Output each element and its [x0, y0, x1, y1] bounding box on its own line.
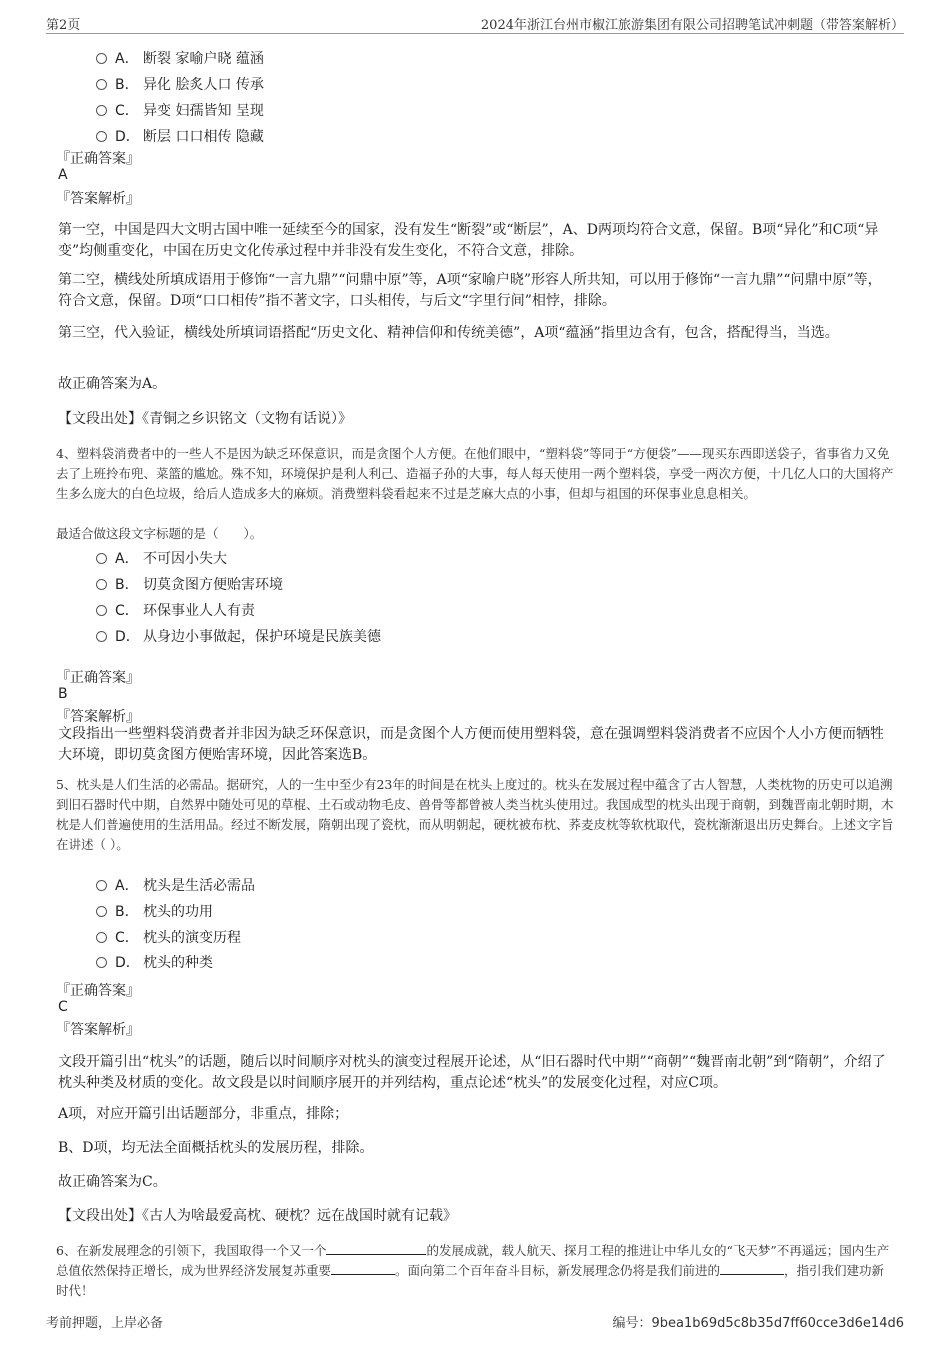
q5-analysis-conclusion: 故正确答案为C。 — [58, 1174, 167, 1190]
q3-analysis-conclusion: 故正确答案为A。 — [58, 376, 167, 392]
q4-analysis: 文段指出一些塑料袋消费者并非因为缺乏环保意识，而是贪图个人方便而使用塑料袋，意在强调塑料袋消费者不应因个人小方便而牺牲大环境，即切莫贪图方便贻害环境，因此答案选B。 — [58, 726, 884, 763]
q4-question: 最适合做这段文字标题的是（ ）。 — [56, 526, 263, 541]
q5-option-a[interactable]: A． 枕头是生活必需品 — [96, 875, 255, 895]
radio-icon[interactable] — [96, 906, 107, 917]
q4-option-a[interactable]: A． 不可因小失大 — [96, 548, 227, 568]
radio-icon[interactable] — [96, 957, 107, 968]
radio-icon[interactable] — [96, 880, 107, 891]
q3-option-b[interactable]: B． 异化 脍炙人口 传承 — [96, 74, 264, 94]
q3-analysis-para-1: 第一空，中国是四大文明古国中唯一延续至今的国家，没有发生“断裂”或“断层”，A、D两项均符合文意，保留。B项“异化”和C项“异变”均侧重变化，中国在历史文化传承过程中并非没有发生变化，不符合文意，排除。 — [58, 222, 879, 259]
radio-icon[interactable] — [96, 932, 107, 943]
radio-icon[interactable] — [96, 579, 107, 590]
radio-icon[interactable] — [96, 553, 107, 564]
q4-analysis-label: 『答案解析』 — [56, 709, 140, 725]
q5-option-c[interactable]: C． 枕头的演变历程 — [96, 927, 241, 947]
q5-option-d[interactable]: D． 枕头的种类 — [96, 952, 213, 972]
q5-source: 【文段出处】《古人为啥最爱高枕、硬枕？远在战国时就有记载》 — [58, 1208, 457, 1224]
q6-blank-2[interactable] — [331, 1261, 395, 1275]
q5-analysis-para-3: B、D项，均无法全面概括枕头的发展历程，排除。 — [58, 1140, 374, 1156]
footer-slogan: 考前押题，上岸必备 — [46, 1316, 164, 1331]
q5-analysis-label: 『答案解析』 — [56, 1022, 140, 1038]
q5-analysis-para-2: A项，对应开篇引出话题部分，非重点，排除； — [58, 1106, 349, 1122]
q4-option-d[interactable]: D． 从身边小事做起，保护环境是民族美德 — [96, 626, 381, 646]
q3-option-d[interactable]: D． 断层 口口相传 隐藏 — [96, 126, 264, 146]
radio-icon[interactable] — [96, 105, 107, 116]
radio-icon[interactable] — [96, 631, 107, 642]
page-number: 第2页 — [46, 18, 81, 33]
q5-option-b[interactable]: B． 枕头的功用 — [96, 901, 213, 921]
q3-answer-label: 『正确答案』 — [56, 151, 140, 167]
q3-analysis-para-3: 第三空，代入验证，横线处所填词语搭配“历史文化、精神信仰和传统美德”，A项“蕴涵”指里边含有，包含，搭配得当，当选。 — [58, 325, 839, 341]
q3-source: 【文段出处】《青铜之乡识铭文（文物有话说）》 — [58, 411, 352, 427]
radio-icon[interactable] — [96, 53, 107, 64]
page-header — [46, 14, 904, 34]
q3-option-c[interactable]: C． 异变 妇孺皆知 呈现 — [96, 100, 264, 120]
q5-analysis-para-1: 文段开篇引出“枕头”的话题，随后以时间顺序对枕头的演变过程展开论述，从“旧石器时代中期”“商朝”“魏晋南北朝”到“隋朝”，介绍了枕头种类及材质的变化。故文段是以时间顺序展开的并列结构，重点论述“枕头”的发展变化过程，对应C项。 — [58, 1054, 886, 1091]
document-code: 编号：9bea1b69d5c8b35d7ff60cce3d6e14d6 — [612, 1316, 904, 1331]
q6-blank-1[interactable] — [326, 1241, 426, 1255]
q6-blank-3[interactable] — [720, 1261, 784, 1275]
q5-stem: 5、枕头是人们生活的必需品。据研究，人的一生中至少有23年的时间是在枕头上度过的。枕头在发展过程中蕴含了古人智慧，人类枕物的历史可以追溯到旧石器时代中期，自然界中随处可见的草棍、土石或动物毛皮、兽骨等都曾被人类当枕头使用过。我国成型的枕头出现于商朝，到魏晋南北朝时期，木枕是人们普遍使用的生活用品。经过不断发展，隋朝出现了瓷枕，而从明朝起，硬枕被布枕、荞麦皮枕等软枕取代，瓷枕渐渐退出历史舞台。上述文字旨在讲述（ ）。 — [56, 777, 894, 852]
q5-answer: C — [58, 999, 68, 1015]
q4-answer-label: 『正确答案』 — [56, 670, 140, 686]
radio-icon[interactable] — [96, 131, 107, 142]
q6-stem: 6、在新发展理念的引领下，我国取得一个又一个 的发展成就，载人航天、探月工程的推进让中华儿女的“飞天梦”不再遥远；国内生产总值依然保持正增长，成为世界经济发展复苏重要 。面向第二个百年奋斗目标，新发展理念仍将是我们前进的 ，指引我们建功新时代！ — [56, 1243, 890, 1298]
q3-answer: A — [58, 167, 68, 183]
radio-icon[interactable] — [96, 79, 107, 90]
q4-stem: 4、塑料袋消费者中的一些人不是因为缺乏环保意识，而是贪图个人方便。在他们眼中，“塑料袋”等同于“方便袋”——现买东西即送袋子，省事省力又免去了上班拎布兜、菜篮的尴尬。殊不知，环境保护是利人利己、造福子孙的大事，每人每天使用一两个塑料袋，享受一两次方便，十几亿人口的大国将产生多么庞大的白色垃圾，给后人造成多大的麻烦。消费塑料袋看起来不过是芝麻大点的小事，但却与祖国的环保事业息息相关。 — [56, 446, 894, 501]
q3-analysis-label: 『答案解析』 — [56, 191, 140, 207]
radio-icon[interactable] — [96, 605, 107, 616]
q4-option-b[interactable]: B． 切莫贪图方便贻害环境 — [96, 574, 283, 594]
q3-option-a[interactable]: A． 断裂 家喻户晓 蕴涵 — [96, 48, 264, 68]
q3-analysis-para-2: 第二空，横线处所填成语用于修饰“一言九鼎”“问鼎中原”等，A项“家喻户晓”形容人所共知，可以用于修饰“一言九鼎”“问鼎中原”等，符合文意，保留。D项“口口相传”指不著文字，口头相传，与后文“字里行间”相悖，排除。 — [58, 272, 882, 309]
q4-answer: B — [58, 686, 68, 702]
q4-option-c[interactable]: C． 环保事业人人有责 — [96, 600, 255, 620]
q5-answer-label: 『正确答案』 — [56, 983, 140, 999]
document-title: 2024年浙江台州市椒江旅游集团有限公司招聘笔试冲刺题（带答案解析） — [480, 18, 904, 33]
